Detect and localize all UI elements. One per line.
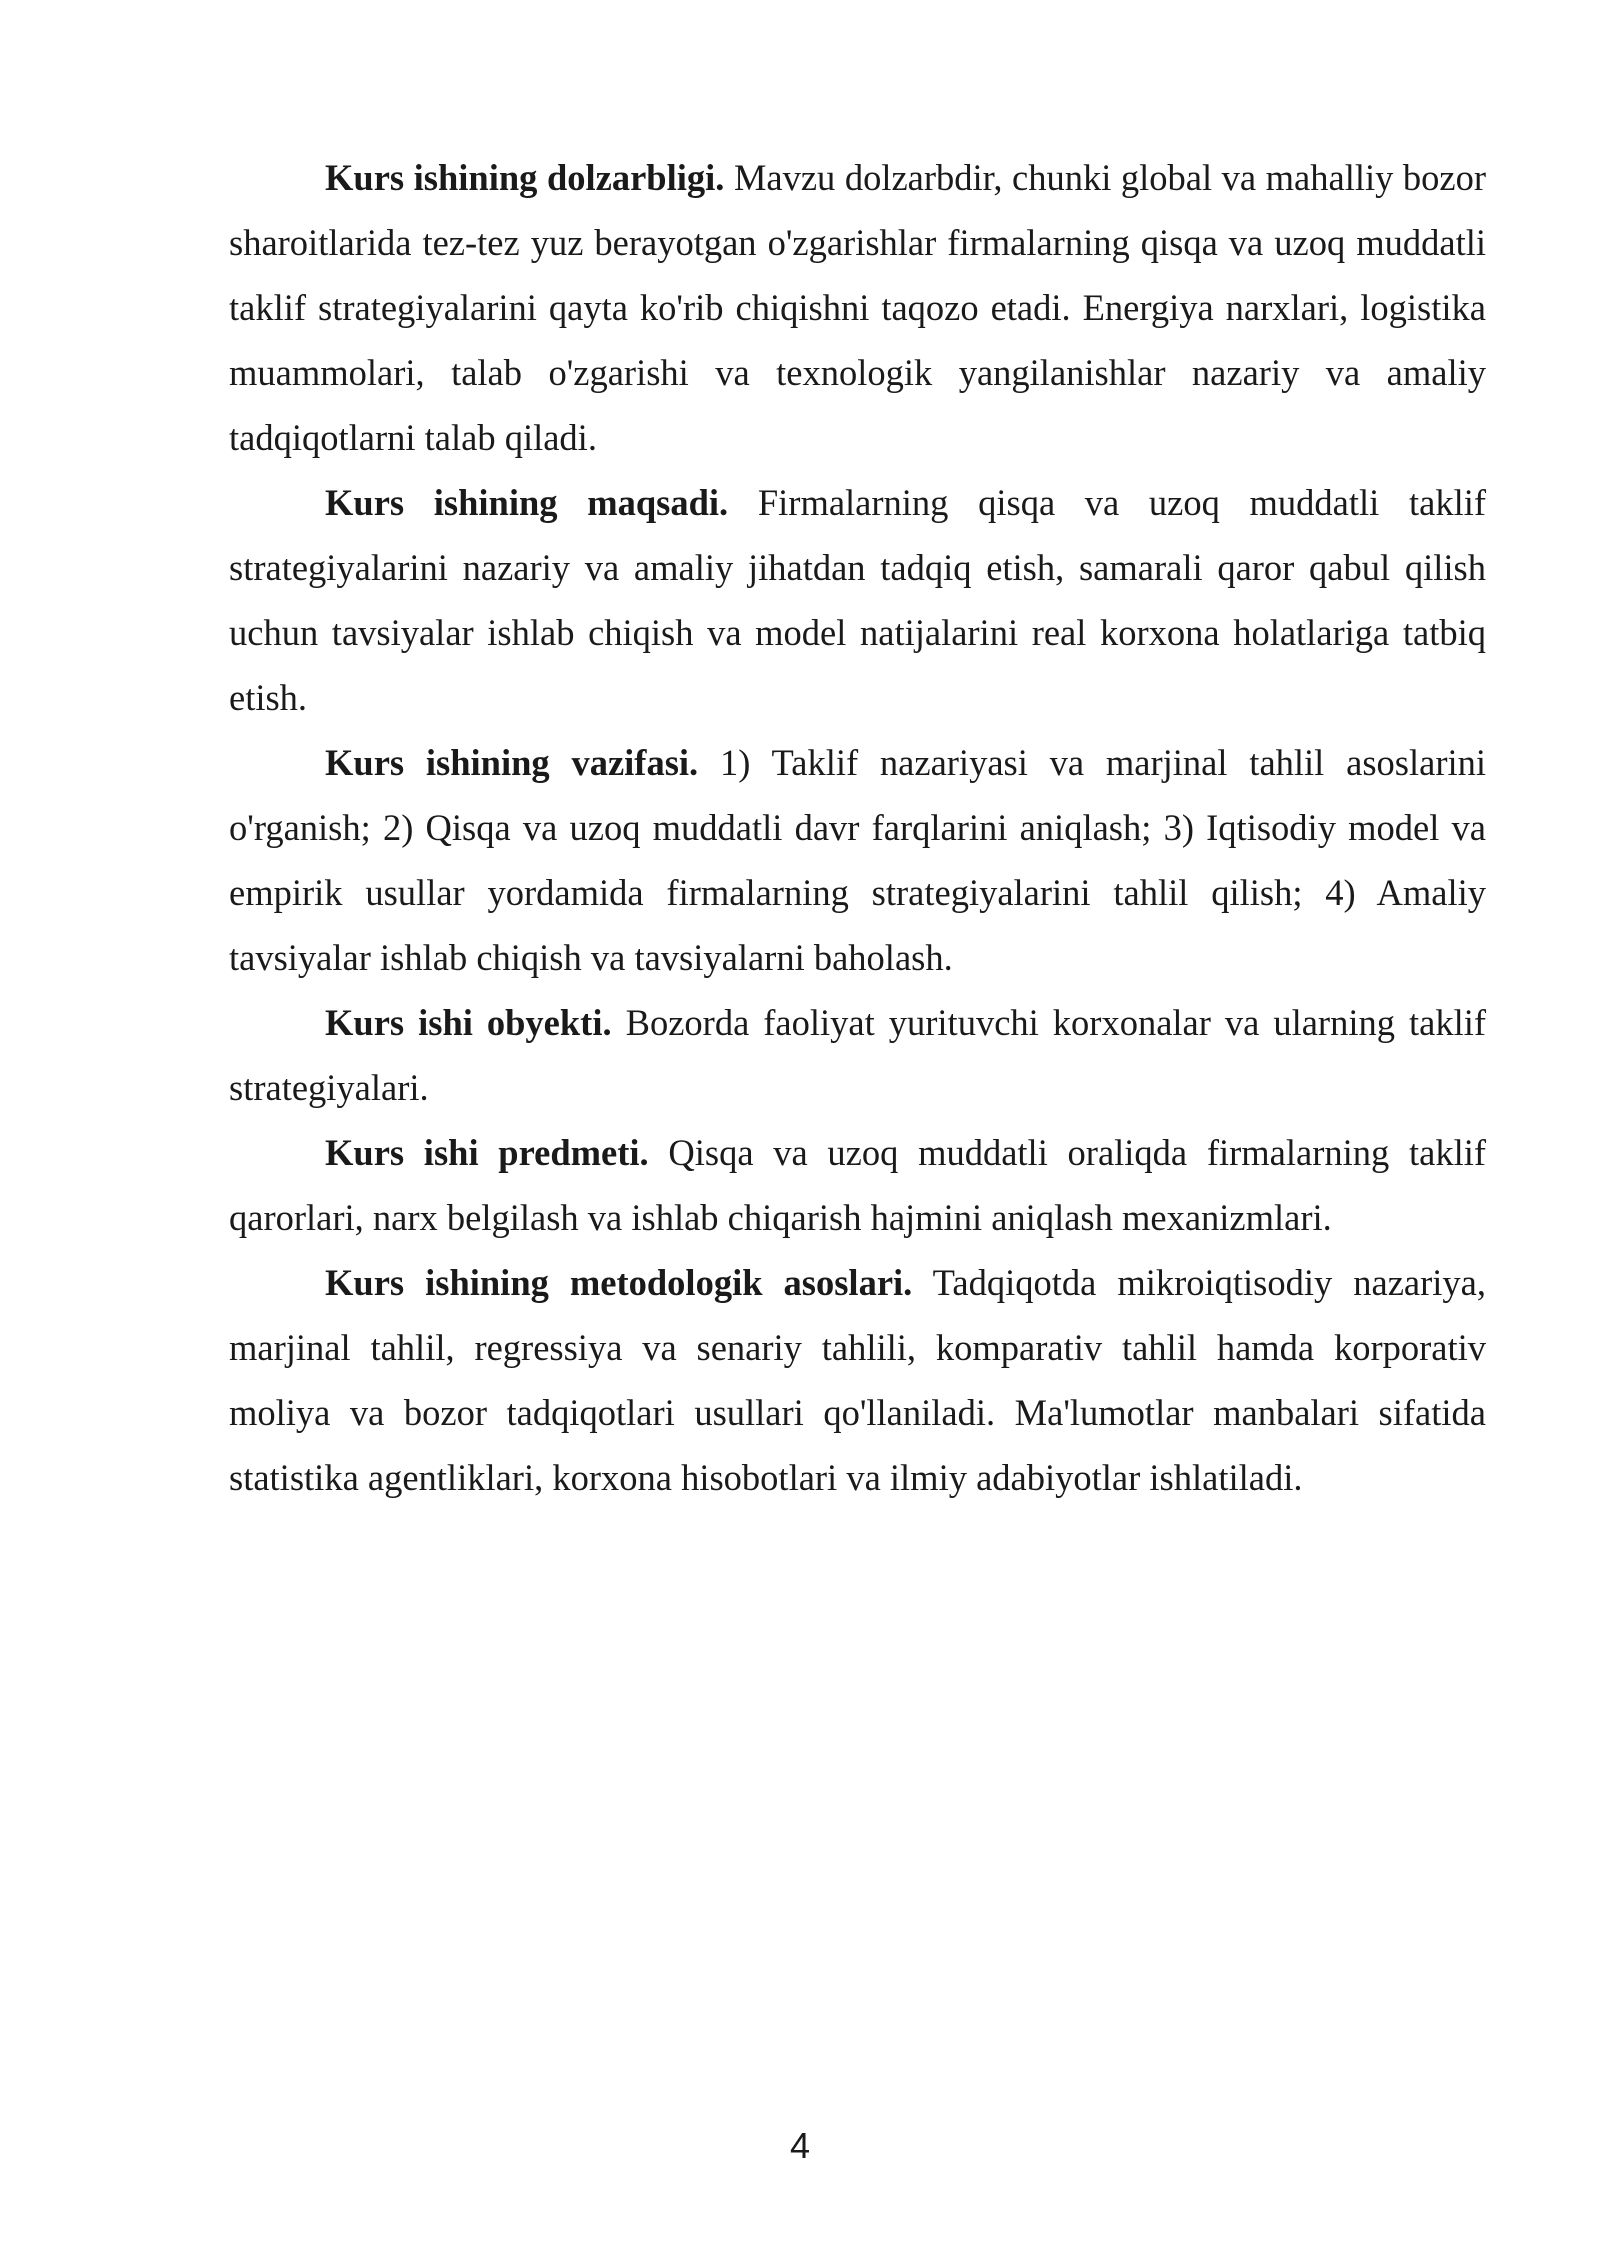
paragraph-object	[229, 990, 1486, 1120]
paragraph-goal	[229, 470, 1486, 730]
paragraph-heading: Kurs ishi obyekti.	[325, 1002, 612, 1043]
paragraph-tasks	[229, 730, 1486, 990]
paragraph-heading: Kurs ishining dolzarbligi.	[325, 157, 725, 198]
paragraph-heading: Kurs ishi predmeti.	[325, 1132, 649, 1173]
paragraph-heading: Kurs ishining maqsadi.	[325, 482, 729, 523]
page-number: 4	[789, 2125, 811, 2166]
paragraph-text: Mavzu dolzarbdir, chunki global va mahalliy bozor sharoitlarida tez-tez yuz berayotgan o'zgarishlar firmalarning qisqa va uzoq muddatli taklif strategiyalarini qayta ko'rib chiqishni taqozo etadi. Energiya narxlari, logistika muammolari, talab o'zgarishi va texnologik yangilanishlar nazariy va amaliy tadqiqotlarni talab qiladi.	[229, 157, 1487, 458]
paragraph-text: Bozorda faoliyat yurituvchi korxonalar va ularning taklif strategiyalari.	[229, 1002, 1487, 1108]
paragraph-text: Qisqa va uzoq muddatli oraliqda firmalarning taklif qarorlari, narx belgilash va ishlab chiqarish hajmini aniqlash mexanizmlari.	[229, 1132, 1487, 1238]
paragraph-text: 1) Taklif nazariyasi va marjinal tahlil asoslarini o'rganish; 2) Qisqa va uzoq muddatli davr farqlarini aniqlash; 3) Iqtisodiy model va empirik usullar yordamida firmalarning strategiyalarini tahlil qilish; 4) Amaliy tavsiyalar ishlab chiqish va tavsiyalarni baholash.	[229, 742, 1487, 978]
paragraph-text: Firmalarning qisqa va uzoq muddatli taklif strategiyalarini nazariy va amaliy jihatdan tadqiq etish, samarali qaror qabul qilish uchun tavsiyalar ishlab chiqish va model natijalarini real korxona holatlariga tatbiq etish.	[229, 482, 1487, 718]
paragraph-heading: Kurs ishining vazifasi.	[325, 742, 699, 783]
paragraph-methodology	[229, 1250, 1486, 1510]
paragraph-subject	[229, 1120, 1486, 1250]
document-body	[229, 145, 1486, 1510]
paragraph-relevance	[229, 145, 1486, 470]
paragraph-heading: Kurs ishining metodologik asoslari.	[325, 1262, 913, 1303]
paragraph-text: Tadqiqotda mikroiqtisodiy nazariya, marjinal tahlil, regressiya va senariy tahlili, komparativ tahlil hamda korporativ moliya va bozor tadqiqotlari usullari qo'llaniladi. Ma'lumotlar manbalari sifatida statistika agentliklari, korxona hisobotlari va ilmiy adabiyotlar ishlatiladi.	[229, 1262, 1487, 1498]
